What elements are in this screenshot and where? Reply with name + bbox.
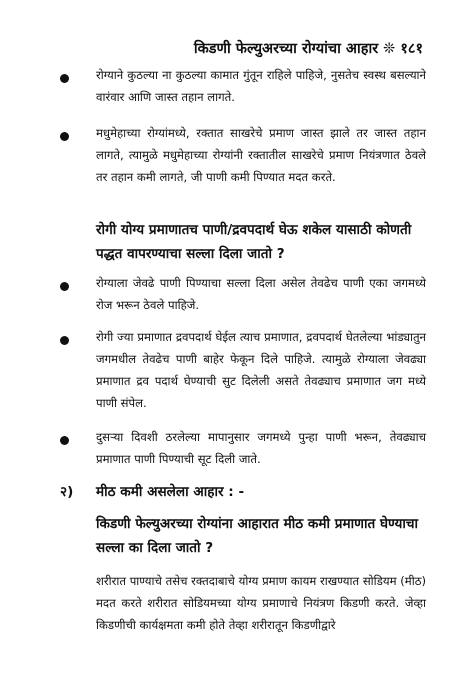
bullet-paragraph: रोग्याने कुठल्या ना कुठल्या कामात गुंतून राहिले पाहिजे, नुसतेच स्वस्थ बसल्याने वारंवार आणि जास्त तहान लागते.: [96, 68, 426, 104]
bullet-paragraph: मधुमेहाच्या रोग्यांमध्ये, रक्तात साखरेचे प्रमाण जास्त झाले तर जास्त तहान लागते, त्यामुळे मधुमेहाच्या रोग्यांनी रक्तातील साखरेचे प्रमाण नियंत्रणात ठेवले तर तहान कमी लागते, जी पाणी कमी पिण्यात मदत करते.: [96, 126, 426, 184]
bullet-paragraph: रोगी ज्या प्रमाणात द्रवपदार्थ घेईल त्याच प्रमाणात, द्रवपदार्थ घेतलेल्या भांड्यातुन जगमधील तेवढेच पाणी बाहेर फेकून दिले पाहिजे. त्यामुळे रोग्याला जेवढ्या प्रमाणात द्रव पदार्थ घेण्याची सुट दिलेली असते तेवढ्याच प्रमाणात जग मध्ये पाणी संपेल.: [96, 330, 426, 410]
body-paragraph: शरीरात पाण्याचे तसेच रक्तदाबाचे योग्य प्रमाण कायम राखण्यात सोडियम (मीठ) मदत करते शरीरात सोडियमच्या योग्य प्रमाणाचे नियंत्रण किडणी करते. जेव्हा किडणीची कार्यक्षमता कमी होते तेव्हा शरीरातून किडणीद्वारे: [96, 574, 426, 632]
bullet-marker: [60, 74, 69, 83]
bullet-paragraph: दुसऱ्या दिवशी ठरलेल्या मापानुसार जगमध्ये पुन्हा पाणी भरून, तेवढ्याच प्रमाणात पाणी पिण्याची सूट दिली जाते.: [96, 430, 426, 466]
question-heading: रोगी योग्य प्रमाणातच पाणी/द्रवपदार्थ घेऊ शकेल यासाठी कोणती पद्धत वापरण्याचा सल्ला दिला जातो ?: [96, 222, 412, 262]
bullet-marker: [60, 436, 69, 445]
bullet-marker: [60, 132, 69, 141]
page-header: किडणी फेल्युअरच्या रोग्यांचा आहार ❊ १८१: [193, 41, 423, 57]
bullet-marker: [60, 336, 69, 345]
section-title: मीठ कमी असलेला आहार : -: [96, 484, 245, 500]
question-heading: किडणी फेल्युअरच्या रोग्यांना आहारात मीठ कमी प्रमाणात घेण्याचा सल्ला का दिला जातो ?: [96, 516, 419, 556]
bullet-marker: [60, 282, 69, 291]
section-number: २): [60, 484, 74, 500]
bullet-paragraph: रोग्याला जेवढे पाणी पिण्याचा सल्ला दिला असेल तेवढेच पाणी एका जगमध्ये रोज भरून ठेवले पाहिजे.: [96, 276, 426, 312]
